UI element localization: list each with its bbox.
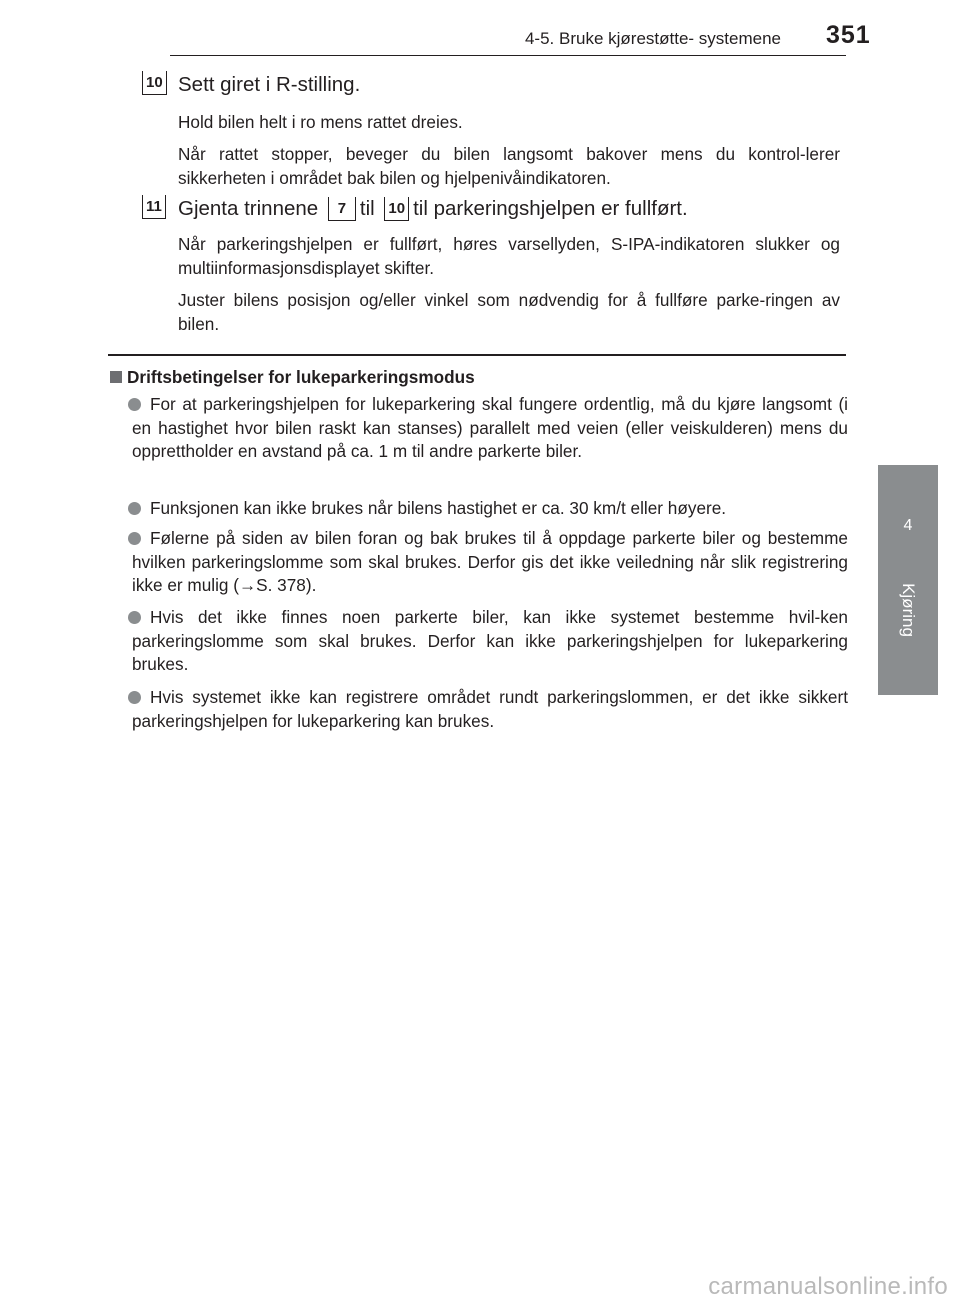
section-divider bbox=[108, 354, 846, 356]
step-title-text: Gjenta trinnene bbox=[178, 197, 319, 220]
bullet-text-content: Funksjonen kan ikke brukes når bilens hastighet er ca. 30 km/t eller høyere. bbox=[150, 498, 727, 518]
bullet-text-content: Følerne på siden av bilen foran og bak brukes til å oppdage parkerte biler og bestemme hvilken parkeringslomme som skal brukes. Derfor gis det ikke veiledning når slik registrering ikke er mulig (→S. 378). bbox=[132, 528, 848, 595]
section-heading-text: Driftsbetingelser for lukeparkeringsmodus bbox=[127, 367, 475, 387]
step-reference-badge: 7 bbox=[328, 197, 356, 221]
bullet-text-content: Hvis det ikke finnes noen parkerte biler, kan ikke systemet bestemme hvil-ken parkeringslomme som skal brukes. Derfor kan ikke parkeringshjelpen for lukeparkering brukes. bbox=[132, 607, 848, 674]
step-reference-badge: 10 bbox=[384, 197, 409, 221]
watermark-text: carmanualsonline.info bbox=[708, 1273, 948, 1300]
bullet-text bbox=[132, 497, 848, 521]
chapter-side-tab bbox=[878, 465, 938, 695]
chapter-label: Kjøring bbox=[899, 583, 918, 637]
step-number-badge: 10 bbox=[142, 71, 167, 95]
bullet-text bbox=[132, 686, 848, 733]
step-title bbox=[178, 196, 688, 223]
bullet-text-content: For at parkeringshjelpen for lukeparkering skal fungere ordentlig, må du kjøre langsomt (i en hastighet hvor bilen raskt kan stanses) parallelt med veien (eller veiskulderen) mens du opprettholder en avstand på ca. 1 m til andre parkerte biler. bbox=[132, 394, 848, 461]
step-title-text: til parkeringshjelpen er fullført. bbox=[413, 197, 688, 220]
step-number-badge: 11 bbox=[142, 195, 166, 219]
bullet-text bbox=[132, 393, 848, 464]
chapter-number: 4 bbox=[903, 517, 913, 534]
step-title: Sett giret i R-stilling. bbox=[178, 73, 361, 96]
step-paragraph: Juster bilens posisjon og/eller vinkel som nødvendig for å fullføre parke-ringen av bilen. bbox=[178, 290, 840, 334]
bullet-text bbox=[132, 527, 848, 598]
step-paragraph: Når parkeringshjelpen er fullført, høres varsellyden, S-IPA-indikatoren slukker og multiinformasjonsdisplayet skifter. bbox=[178, 234, 840, 278]
step-title-text: til bbox=[359, 197, 375, 220]
bullet-text-content: Hvis systemet ikke kan registrere området rundt parkeringslommen, er det ikke sikkert parkeringshjelpen for lukeparkering kan brukes. bbox=[132, 687, 848, 731]
square-bullet-icon bbox=[110, 371, 122, 383]
page-number: 351 bbox=[826, 21, 871, 49]
section-heading bbox=[110, 366, 475, 388]
step-paragraph: Hold bilen helt i ro mens rattet dreies. bbox=[178, 112, 463, 132]
bullet-text bbox=[132, 606, 848, 677]
header-divider bbox=[170, 55, 846, 56]
header-section-title: 4-5. Bruke kjørestøtte- systemene bbox=[524, 29, 781, 48]
step-paragraph: Når rattet stopper, beveger du bilen langsomt bakover mens du kontrol-lerer sikkerheten i området bak bilen og hjelpenivåindikatoren. bbox=[178, 144, 840, 188]
